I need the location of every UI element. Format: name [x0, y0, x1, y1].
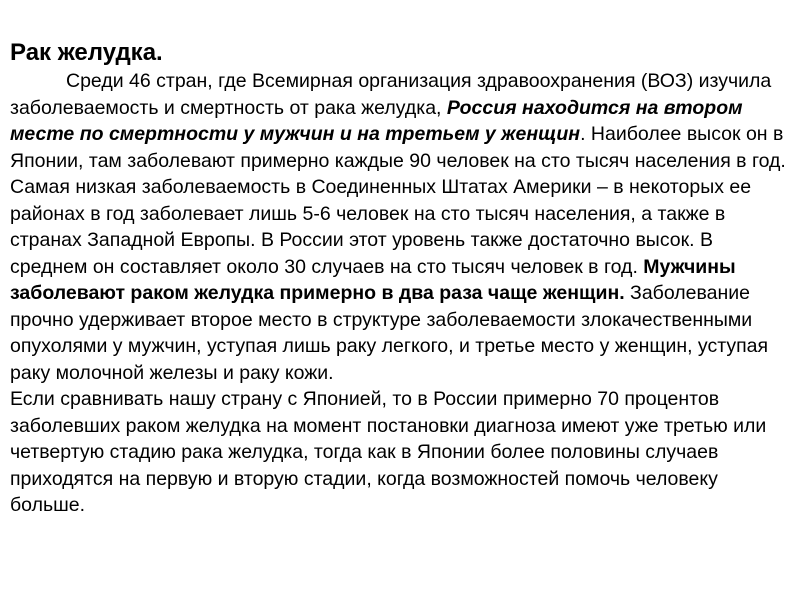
paragraph-statistics: [10, 68, 794, 386]
page-title: Рак желудка.: [10, 39, 163, 66]
slide-content: [10, 38, 794, 519]
men-incidence-emphasis: Мужчины заболевают раком желудка примерно в два раза чаще женщин.: [10, 255, 736, 304]
paragraph-1-text-start: Среди 46 стран, где Всемирная организация здравоохранения (ВОЗ) изучила заболеваемость и смертность от рака желудка,: [10, 70, 772, 119]
paragraph-1-text-middle: . Наиболее высок он в Японии, там заболевают примерно каждые 90 человек на сто тысяч населения в год. Самая низкая заболеваемость в Соединенных Штатах Америки – в некоторых ее районах в год заболевает лишь 5-6 человек на сто тысяч населения, а также в странах Западной Европы. В России этот уровень также достаточно высок. В среднем он составляет около 30 случаев на сто тысяч человек в год.: [10, 123, 786, 278]
paragraph-1-text-end: Заболевание прочно удерживает второе место в структуре заболеваемости злокачественными опухолями у мужчин, уступая лишь раку легкого, и третье место у женщин, уступая раку молочной железы и раку кожи.: [10, 282, 769, 384]
russia-mortality-emphasis: Россия находится на втором месте по смертности у мужчин и на третьем у женщин: [10, 96, 743, 145]
paragraph-japan-comparison: Если сравнивать нашу страну с Японией, то в России примерно 70 процентов заболевших раком желудка на момент постановки диагноза имеют уже третью или четвертую стадию рака желудка, тогда как в Японии более половины случаев приходятся на первую и вторую стадии, когда возможностей помочь человеку больше.: [10, 388, 767, 516]
